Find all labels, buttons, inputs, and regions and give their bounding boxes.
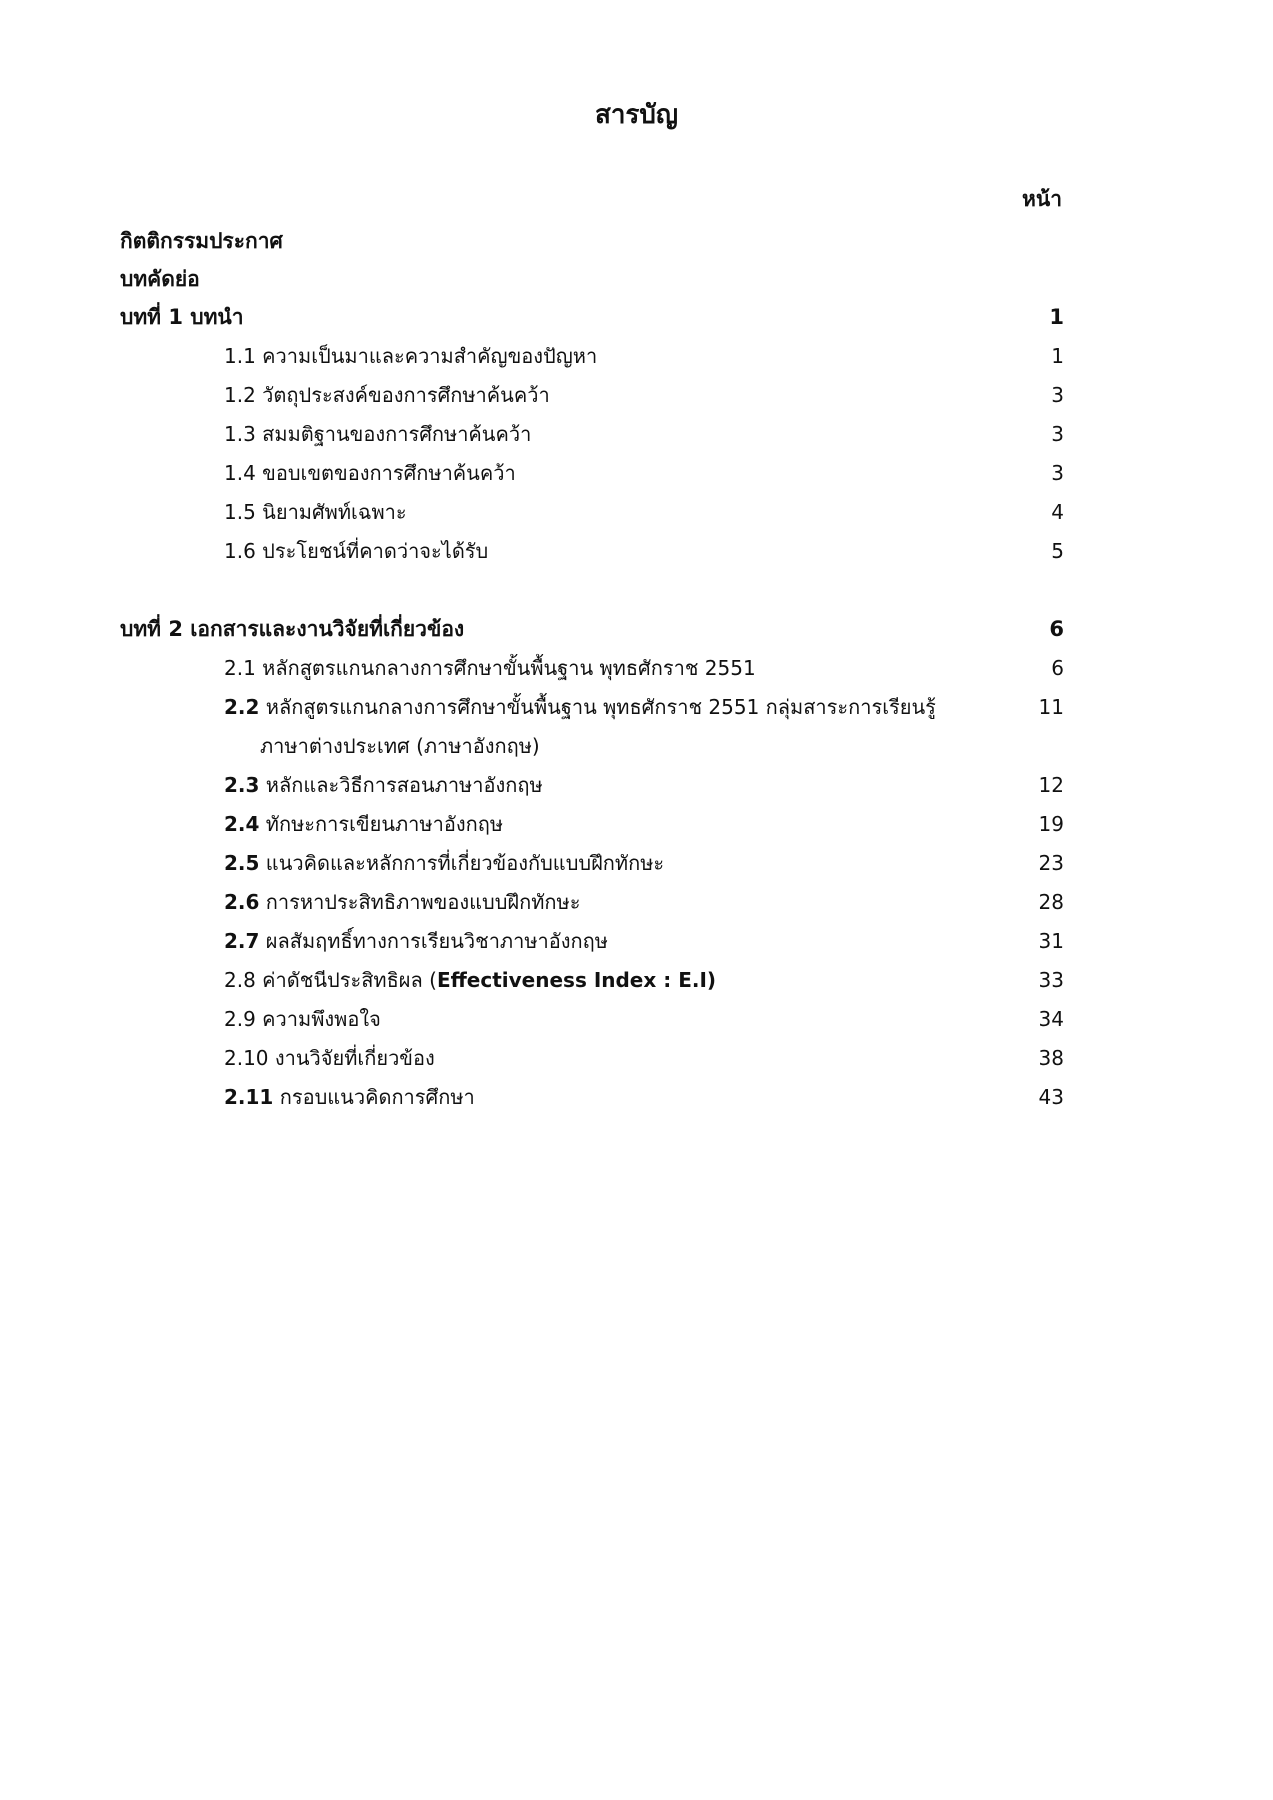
section-number: 2.1	[224, 656, 256, 680]
toc-section-2-7	[0, 926, 1273, 956]
section-number: 2.11	[224, 1085, 274, 1109]
toc-section-2-2-continuation	[0, 731, 1273, 761]
toc-chapter-2	[0, 614, 1273, 644]
toc-entry-abstract	[0, 264, 1273, 294]
section-title-english: Effectiveness Index : E.I)	[436, 968, 717, 992]
section-number: 1.6	[224, 539, 256, 563]
section-title: แนวคิดและหลักการที่เกี่ยวข้องกับแบบฝึกทักษะ	[265, 851, 665, 875]
toc-section-2-10	[0, 1043, 1273, 1073]
section-title: นิยามศัพท์เฉพาะ	[262, 500, 407, 524]
toc-section-2-1	[0, 653, 1273, 683]
section-title: หลักและวิธีการสอนภาษาอังกฤษ	[265, 773, 543, 797]
toc-entry-label: กิตติกรรมประกาศ	[120, 229, 283, 253]
section-title: ผลสัมฤทธิ์ทางการเรียนวิชาภาษาอังกฤษ	[265, 929, 608, 953]
section-title: ทักษะการเขียนภาษาอังกฤษ	[265, 812, 504, 836]
section-number: 2.6	[224, 890, 260, 914]
toc-entry-acknowledgements	[0, 226, 1273, 256]
section-page-number: 33	[1038, 968, 1064, 992]
section-number: 1.5	[224, 500, 256, 524]
toc-section-2-4	[0, 809, 1273, 839]
section-number: 2.10	[224, 1046, 269, 1070]
section-page-number: 3	[1051, 383, 1064, 407]
section-title: สมมติฐานของการศึกษาค้นคว้า	[262, 422, 532, 446]
toc-section-1-5	[0, 497, 1273, 527]
section-title: หลักสูตรแกนกลางการศึกษาขั้นพื้นฐาน พุทธศักราช 2551 กลุ่มสาระการเรียนรู้	[265, 695, 936, 719]
section-title: ความเป็นมาและความสำคัญของปัญหา	[262, 344, 598, 368]
section-title: วัตถุประสงค์ของการศึกษาค้นคว้า	[262, 383, 550, 407]
section-page-number: 19	[1038, 812, 1064, 836]
section-title: ค่าดัชนีประสิทธิผล (	[262, 968, 437, 992]
section-title: การหาประสิทธิภาพของแบบฝึกทักษะ	[265, 890, 581, 914]
section-number: 2.3	[224, 773, 260, 797]
toc-section-2-11	[0, 1082, 1273, 1112]
toc-section-1-4	[0, 458, 1273, 488]
section-title: งานวิจัยที่เกี่ยวข้อง	[274, 1046, 435, 1070]
section-title: กรอบแนวคิดการศึกษา	[279, 1085, 475, 1109]
section-number: 1.3	[224, 422, 256, 446]
section-title: ประโยชน์ที่คาดว่าจะได้รับ	[262, 539, 489, 563]
toc-section-1-2	[0, 380, 1273, 410]
section-page-number: 31	[1038, 929, 1064, 953]
chapter-page-number: 1	[1049, 305, 1064, 329]
toc-section-1-3	[0, 419, 1273, 449]
chapter-label: บทที่ 2 เอกสารและงานวิจัยที่เกี่ยวข้อง	[120, 617, 465, 641]
toc-entry-label: บทคัดย่อ	[120, 267, 200, 291]
section-page-number: 11	[1038, 695, 1064, 719]
section-number: 1.4	[224, 461, 256, 485]
section-page-number: 6	[1051, 656, 1064, 680]
toc-chapter-1	[0, 302, 1273, 332]
section-number: 2.2	[224, 695, 260, 719]
section-title: หลักสูตรแกนกลางการศึกษาขั้นพื้นฐาน พุทธศักราช 2551	[262, 656, 756, 680]
section-page-number: 1	[1051, 344, 1064, 368]
toc-section-2-5	[0, 848, 1273, 878]
section-number: 1.2	[224, 383, 256, 407]
section-page-number: 3	[1051, 422, 1064, 446]
page-column-header: หน้า	[1022, 187, 1062, 211]
toc-section-2-6	[0, 887, 1273, 917]
toc-section-2-9	[0, 1004, 1273, 1034]
toc-section-2-3	[0, 770, 1273, 800]
section-number: 2.5	[224, 851, 260, 875]
section-page-number: 38	[1038, 1046, 1064, 1070]
section-number: 2.4	[224, 812, 260, 836]
section-page-number: 12	[1038, 773, 1064, 797]
section-number: 2.8	[224, 968, 256, 992]
section-page-number: 4	[1051, 500, 1064, 524]
toc-section-1-1	[0, 341, 1273, 371]
section-page-number: 3	[1051, 461, 1064, 485]
section-number: 1.1	[224, 344, 256, 368]
chapter-page-number: 6	[1049, 617, 1064, 641]
toc-section-2-2	[0, 692, 1273, 722]
section-page-number: 23	[1038, 851, 1064, 875]
toc-section-1-6	[0, 536, 1273, 566]
section-title: ความพึงพอใจ	[262, 1007, 381, 1031]
section-title: ขอบเขตของการศึกษาค้นคว้า	[262, 461, 516, 485]
section-number: 2.9	[224, 1007, 256, 1031]
section-title-continued: ภาษาต่างประเทศ (ภาษาอังกฤษ)	[260, 734, 540, 758]
section-page-number: 43	[1038, 1085, 1064, 1109]
section-page-number: 34	[1038, 1007, 1064, 1031]
toc-section-2-8	[0, 965, 1273, 995]
section-number: 2.7	[224, 929, 260, 953]
section-page-number: 5	[1051, 539, 1064, 563]
section-page-number: 28	[1038, 890, 1064, 914]
chapter-label: บทที่ 1 บทนำ	[120, 305, 244, 329]
page-title: สารบัญ	[594, 100, 679, 130]
